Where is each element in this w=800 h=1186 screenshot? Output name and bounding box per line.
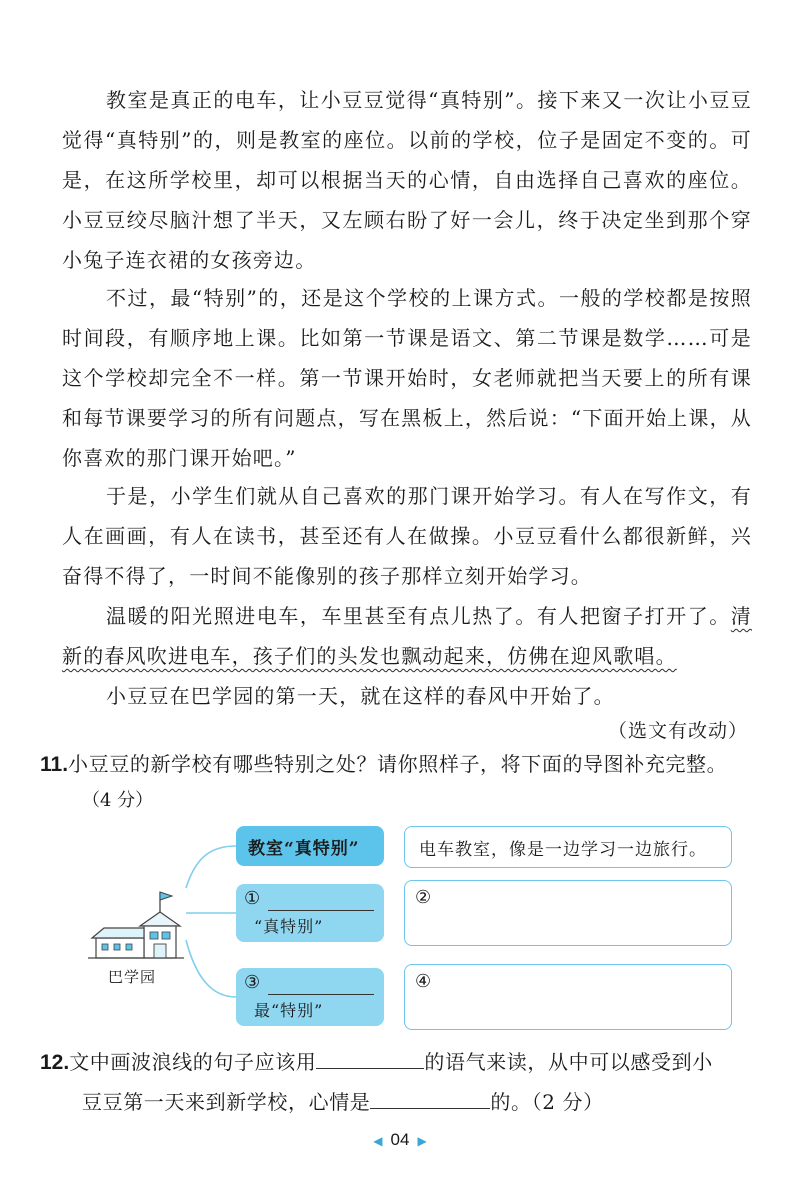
- passage-paragraph-1: 教室是真正的电车，让小豆豆觉得“真特别”。接下来又一次让小豆豆觉得“真特别”的，则是教室的座位。以前的学校，位子是固定不变的。可是，在这所学校里，却可以根据当天的心情，自由选择自己喜欢的座位。小豆豆绞尽脑汁想了半天，又左顾右盼了好一会儿，终于决定坐到那个穿小兔子连衣裙的女孩旁边。: [62, 88, 752, 272]
- next-arrow-icon: ▶: [417, 1133, 427, 1148]
- passage-paragraph-3: 于是，小学生们就从自己喜欢的那门课开始学习。有人在写作文，有人在画画，有人在读书，甚至还有人在做操。小豆豆看什么都很新鲜，兴奋得不得了，一时间不能像别的孩子那样立刻开始学习。: [62, 484, 752, 588]
- question-12-text-a: 文中画波浪线的句子应该用: [69, 1050, 317, 1074]
- connector-line-3: [186, 940, 236, 997]
- question-11: [40, 744, 760, 785]
- node-1-label: 教室“真特别”: [248, 839, 360, 859]
- school-building-icon: [88, 892, 184, 958]
- mind-map-answer-4-box[interactable]: [404, 964, 732, 1030]
- question-11-text: 小豆豆的新学校有哪些特别之处？请你照样子，将下面的导图补充完整。: [68, 752, 728, 776]
- question-11-score: （4 分）: [82, 790, 154, 811]
- node-3-label: 最“特别”: [254, 1001, 324, 1020]
- question-12-line-2: [82, 1082, 604, 1122]
- answer-2-number: ②: [415, 887, 432, 908]
- paragraph-4-plain: 温暖的阳光照进电车，车里甚至有点儿热了。有人把窗子打开了。: [106, 604, 731, 628]
- question-12-text-b: 的语气来读，从中可以感受到小: [424, 1050, 713, 1074]
- node-3-blank[interactable]: [268, 994, 374, 995]
- question-12-text-c: 豆豆第一天来到新学校，心情是: [82, 1090, 371, 1114]
- mind-map-node-3: [236, 968, 384, 1026]
- wavy-underlined-sentence: 清新的春风吹进电车，孩子们的头发也飘动起来，仿佛在迎风歌唱。: [62, 604, 752, 668]
- school-label: 巴学园: [108, 968, 157, 986]
- question-12-text-d: 的。（2 分）: [490, 1090, 604, 1114]
- tone-answer-blank[interactable]: [316, 1042, 424, 1069]
- node-3-number: ③: [244, 972, 261, 993]
- page-number: 04: [390, 1130, 410, 1149]
- answer-4-number: ④: [415, 971, 432, 992]
- page-footer: [0, 1130, 800, 1150]
- prev-arrow-icon: ◀: [373, 1133, 383, 1148]
- question-12: [40, 1042, 760, 1083]
- mind-map-node-2: [236, 884, 384, 942]
- mind-map-answer-2-box[interactable]: [404, 880, 732, 946]
- source-note: （选文有改动）: [607, 720, 748, 742]
- passage-paragraph-2: 不过，最“特别”的，还是这个学校的上课方式。一般的学校都是按照时间段，有顺序地上课。比如第一节课是语文、第二节课是数学……可是这个学校却完全不一样。第一节课开始时，女老师就把当天要上的所有课和每节课要学习的所有问题点，写在黑板上，然后说：“下面开始上课，从你喜欢的那门课开始吧。”: [62, 286, 752, 470]
- mind-map-node-1: [236, 826, 384, 866]
- node-2-label: “真特别”: [254, 917, 324, 936]
- answer-1-text: 电车教室，像是一边学习一边旅行。: [419, 840, 707, 860]
- node-2-blank[interactable]: [268, 910, 374, 911]
- connector-line-1: [186, 846, 236, 888]
- question-12-number: 12.: [40, 1051, 70, 1074]
- mood-answer-blank[interactable]: [370, 1082, 490, 1109]
- passage-paragraph-5: 小豆豆在巴学园的第一天，就在这样的春风中开始了。: [106, 684, 615, 708]
- mind-map-answer-1: [404, 826, 732, 868]
- passage-paragraph-4: [62, 596, 752, 676]
- question-11-number: 11.: [40, 753, 69, 776]
- node-2-number: ①: [244, 888, 261, 909]
